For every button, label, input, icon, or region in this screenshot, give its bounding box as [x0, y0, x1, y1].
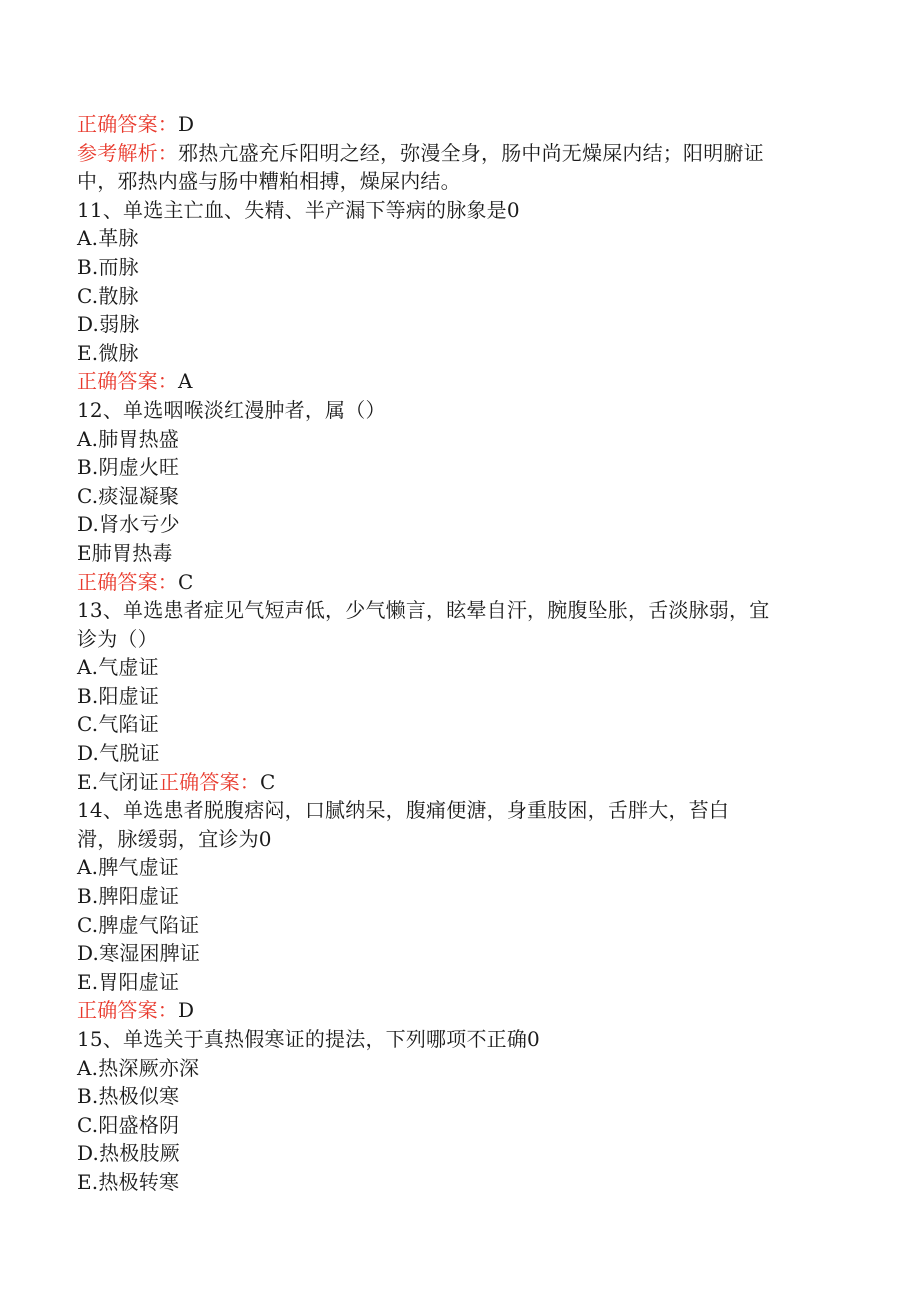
option-d: D.弱脉	[77, 312, 140, 337]
option-d: D.热极肢厥	[77, 1141, 180, 1166]
answer-value: D	[178, 112, 195, 136]
explanation-label: 参考解析：	[77, 140, 178, 165]
explanation-line-2: 中，邪热内盛与肠中糟粕相搏，燥屎内结。	[77, 169, 461, 194]
answer-label: 正确答案：	[77, 369, 178, 394]
option-a: A.脾气虚证	[77, 855, 180, 880]
answer-label: 正确答案：	[77, 112, 178, 136]
option-e: E.胃阳虚证	[77, 969, 180, 994]
option-e: E.气闭证	[77, 769, 159, 794]
question-stem-line-1: 14、单选患者脱腹痞闷，口腻纳呆，腹痛便溏，身重肢困，舌胖大，苔白	[77, 798, 730, 823]
option-b: B.阳虚证	[77, 683, 160, 708]
option-a: A.革脉	[77, 226, 139, 251]
answer-value: A	[178, 369, 193, 394]
option-c: C.阳盛格阴	[77, 1112, 180, 1137]
option-d: D.肾水亏少	[77, 512, 180, 537]
option-a: A.肺胃热盛	[77, 426, 180, 451]
answer-line	[77, 996, 837, 1025]
option-e: E肺胃热毒	[77, 540, 173, 565]
answer-value: C	[178, 569, 194, 594]
answer-value: C	[259, 769, 276, 794]
option-d: D.寒湿困脾证	[77, 941, 201, 966]
question-stem: 15、单选关于真热假寒证的提法，下列哪项不正确0	[77, 1027, 540, 1051]
option-c: C.气陷证	[77, 712, 159, 737]
question-stem: 12、单选咽喉淡红漫肿者，属（）	[77, 397, 386, 422]
question-stem-line-1: 13、单选患者症见气短声低，少气懒言，眩晕自汗，腕腹坠胀，舌淡脉弱，宜	[77, 598, 770, 623]
option-b: B.而脉	[77, 254, 139, 279]
option-b: B.阴虚火旺	[77, 455, 180, 480]
answer-line	[77, 110, 837, 139]
answer-label: 正确答案：	[77, 998, 178, 1023]
option-e: E.微脉	[77, 340, 139, 365]
option-b: B.热极似寒	[77, 1084, 180, 1109]
answer-label: 正确答案：	[77, 569, 178, 594]
explanation-text-1: 邪热亢盛充斥阳明之经，弥漫全身，肠中尚无燥屎内结；阳明腑证	[178, 140, 764, 165]
option-c: C.散脉	[77, 283, 139, 308]
option-e: E.热极转寒	[77, 1169, 180, 1194]
option-e-with-answer	[77, 768, 837, 797]
answer-line	[77, 367, 837, 396]
option-a: A.热深厥亦深	[77, 1055, 200, 1080]
option-c: C.痰湿凝聚	[77, 483, 180, 508]
document-page	[77, 110, 837, 1197]
option-c: C.脾虚气陷证	[77, 912, 200, 937]
question-stem-line-2: 诊为（）	[77, 626, 158, 651]
question-stem-line-2: 滑，脉缓弱，宜诊为0	[77, 826, 272, 851]
answer-label: 正确答案：	[158, 769, 260, 794]
explanation-line-1	[77, 139, 837, 168]
option-d: D.气脱证	[77, 741, 160, 766]
option-a: A.气虚证	[77, 655, 159, 680]
option-b: B.脾阳虚证	[77, 884, 180, 909]
answer-line	[77, 568, 837, 597]
question-stem: 11、单选主亡血、失精、半产漏下等病的脉象是0	[77, 197, 520, 222]
answer-value: D	[178, 998, 195, 1023]
